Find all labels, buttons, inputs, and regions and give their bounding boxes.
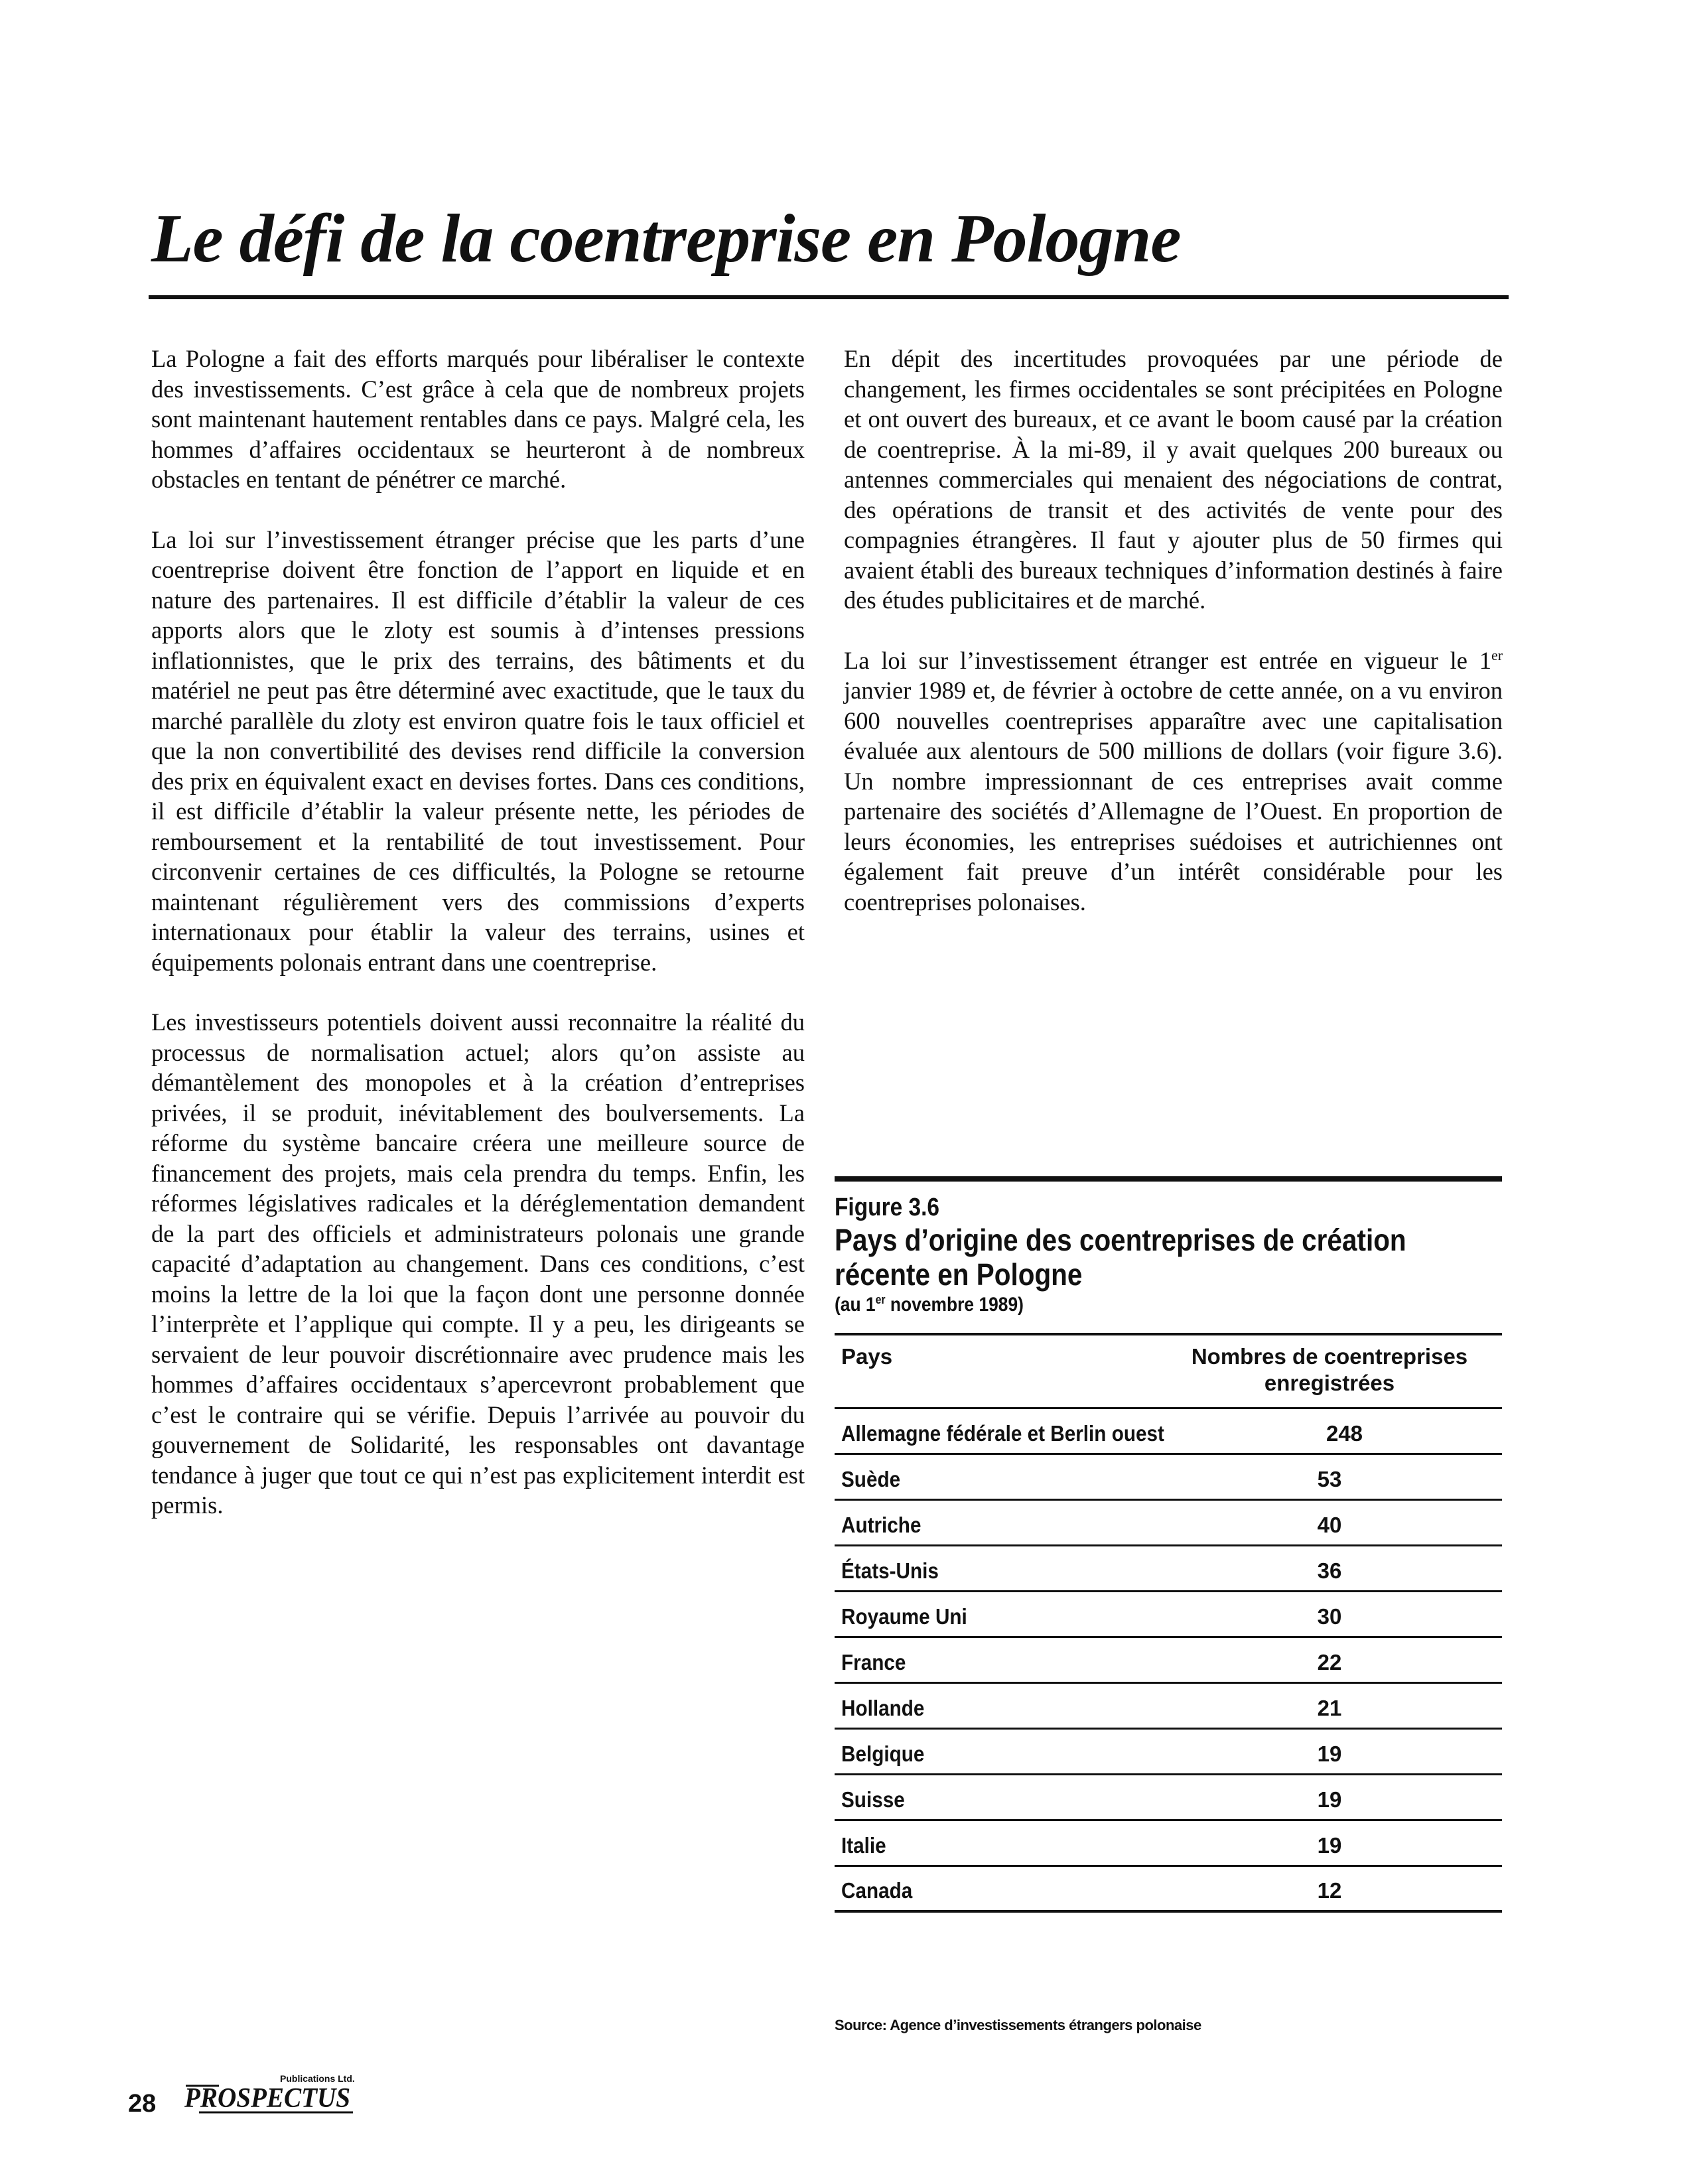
count-cell: 19 [1317,1833,1342,1858]
paragraph: La loi sur l’investissement étranger précise que les parts d’une coentreprise doivent être fonction de l’apport en liquide et en nature des partenaires. Il est difficile d’établir la valeur de ces apports alors que le zloty est soumis à d’intenses pressions inflationnistes, que le prix des terrains, des bâtiments et du matériel ne peut pas être déterminé avec exactitude, que le taux du marché parallèle du zloty est environ quatre fois le taux officiel et que la non convertibilité des devises rend difficile la conversion des prix en équivalent exact en devises fortes. Dans ces conditions, il est difficile d’établir la valeur présente nette, les périodes de remboursement et la rentabilité de tout investissement. Pour circonvenir certaines de ces difficultés, la Pologne se retourne maintenant régulièrement vers des commissions d’experts internationaux pour établir la valeur des terrains, usines et équipements polonais entrant dans une coentreprise. [151,525,805,976]
count-cell: 22 [1317,1650,1342,1674]
country-cell: Hollande [841,1696,925,1720]
logo-small-text: Publications Ltd. [280,2073,355,2084]
country-cell: Belgique [841,1741,925,1766]
table-row [835,1455,1502,1501]
column-header-count: Nombres de coentreprises enregistrées [1191,1344,1468,1395]
paragraph-text: janvier 1989 et, de février à octobre de cette année, on a vu environ 600 nouvelles coentreprises apparaître avec une capitalisation évaluée aux alentours de 500 millions de dollars (voir figure 3.6). Un nombre impressionnant de ces entreprises avait comme partenaire des sociétés d’Allemagne de l’Ouest. En proportion de leurs économies, les entreprises suédoises et autrichiennes ont également fait preuve d’un intérêt considérable pour les coentreprises polonaises. [844,677,1503,916]
country-cell: Italie [841,1833,886,1858]
figure-title: Pays d’origine des coentreprises de création récente en Pologne [835,1223,1406,1292]
table-body [835,1409,1502,1913]
table-row [835,1501,1502,1546]
country-cell: Suède [841,1467,901,1491]
country-cell: États-Unis [841,1558,939,1583]
figure-top-rule [835,1176,1502,1182]
country-cell: Suisse [841,1787,905,1812]
country-cell: Autriche [841,1513,921,1537]
table-header [835,1335,1502,1409]
count-cell: 36 [1317,1558,1342,1583]
table-row [835,1546,1502,1592]
table-row [835,1821,1502,1867]
country-cell: Canada [841,1878,913,1903]
count-cell: 40 [1317,1513,1342,1537]
subtitle-text: (au 1 [835,1294,876,1316]
page-number: 28 [128,2090,157,2118]
country-cell: Royaume Uni [841,1604,967,1629]
prospectus-logo [179,2063,358,2123]
ordinal-suffix: er [1491,646,1503,663]
paragraph-text: La loi sur l’investissement étranger est entrée en vigueur le 1 [844,646,1491,674]
count-cell: 53 [1317,1467,1342,1491]
page-title: Le défi de la coentreprise en Pologne [151,200,1181,277]
figure-subtitle [835,1292,1422,1318]
figure-number: Figure 3.6 [835,1194,939,1221]
table-row [835,1730,1502,1775]
paragraph [844,646,1503,918]
paragraph: La Pologne a fait des efforts marqués pour libéraliser le contexte des investissements. C’est grâce à cela que de nombreux projets sont maintenant hautement rentables dans ce pays. Malgré cela, les hommes d’affaires occidentaux se heurteront à de nombreux obstacles en tentant de pénétrer ce marché. [151,345,805,493]
logo-main-text: PROSPECTUS [184,2083,350,2114]
count-cell: 248 [1326,1421,1363,1446]
table-row [835,1638,1502,1684]
table-row [835,1592,1502,1638]
table-row [835,1867,1502,1913]
country-cell: France [841,1650,906,1674]
count-cell: 12 [1317,1878,1342,1903]
figure-source: Source: Agence d’investissements étrangers polonaise [835,2017,1201,2033]
title-rule [149,295,1509,299]
paragraph: Les investisseurs potentiels doivent aussi reconnaitre la réalité du processus de normalisation actuel; alors qu’on assiste au démantèlement des monopoles et à la création d’entreprises privées, il se produit, inévitablement des boulversements. La réforme du système bancaire créera une meilleure source de financement des projets, mais cela prendra du temps. Enfin, les réformes législatives radicales et la déréglementation demandent de la part des officiels et administrateurs polonais une grande capacité d’adaptation au changement. Dans ces conditions, c’est moins la lettre de la loi que la façon dont une personne donnée l’interprète et l’applique qui compte. Il y a peu, les dirigeants se servaient de leur pouvoir discrétionnaire avec prudence mais les hommes d’affaires occidentaux s’apercevront probablement que c’est le contraire qui se vérifie. Depuis l’arrivée au pouvoir du gouvernement de Solidarité, les responsables ont davantage tendance à juger que tout ce qui n’est pas explicitement interdit est permis. [151,1008,805,1519]
table-row [835,1775,1502,1821]
ordinal-suffix: er [875,1293,886,1306]
count-cell: 21 [1317,1696,1342,1720]
count-cell: 19 [1317,1741,1342,1766]
count-cell: 30 [1317,1604,1342,1629]
paragraph: En dépit des incertitudes provoquées par une période de changement, les firmes occidentales se sont précipitées en Pologne et ont ouvert des bureaux, et ce avant le boom causé par la création de coentreprise. À la mi-89, il y avait quelques 200 bureaux ou antennes commerciales qui menaient des négociations de contrat, des opérations de transit et des activités de vente pour des compagnies étrangères. Il faut y ajouter plus de 50 firmes qui avaient établi des bureaux techniques d’information destinés à faire des études publicitaires et de marché. [844,345,1503,614]
column-header-country: Pays [841,1344,893,1369]
left-column [151,344,805,1550]
figure-3-6 [835,1176,1502,1913]
right-column [844,344,1503,947]
subtitle-text: novembre 1989) [885,1294,1024,1316]
country-cell: Allemagne fédérale et Berlin ouest [841,1421,1164,1446]
count-cell: 19 [1317,1787,1342,1812]
table-row [835,1409,1502,1455]
table-row [835,1684,1502,1730]
